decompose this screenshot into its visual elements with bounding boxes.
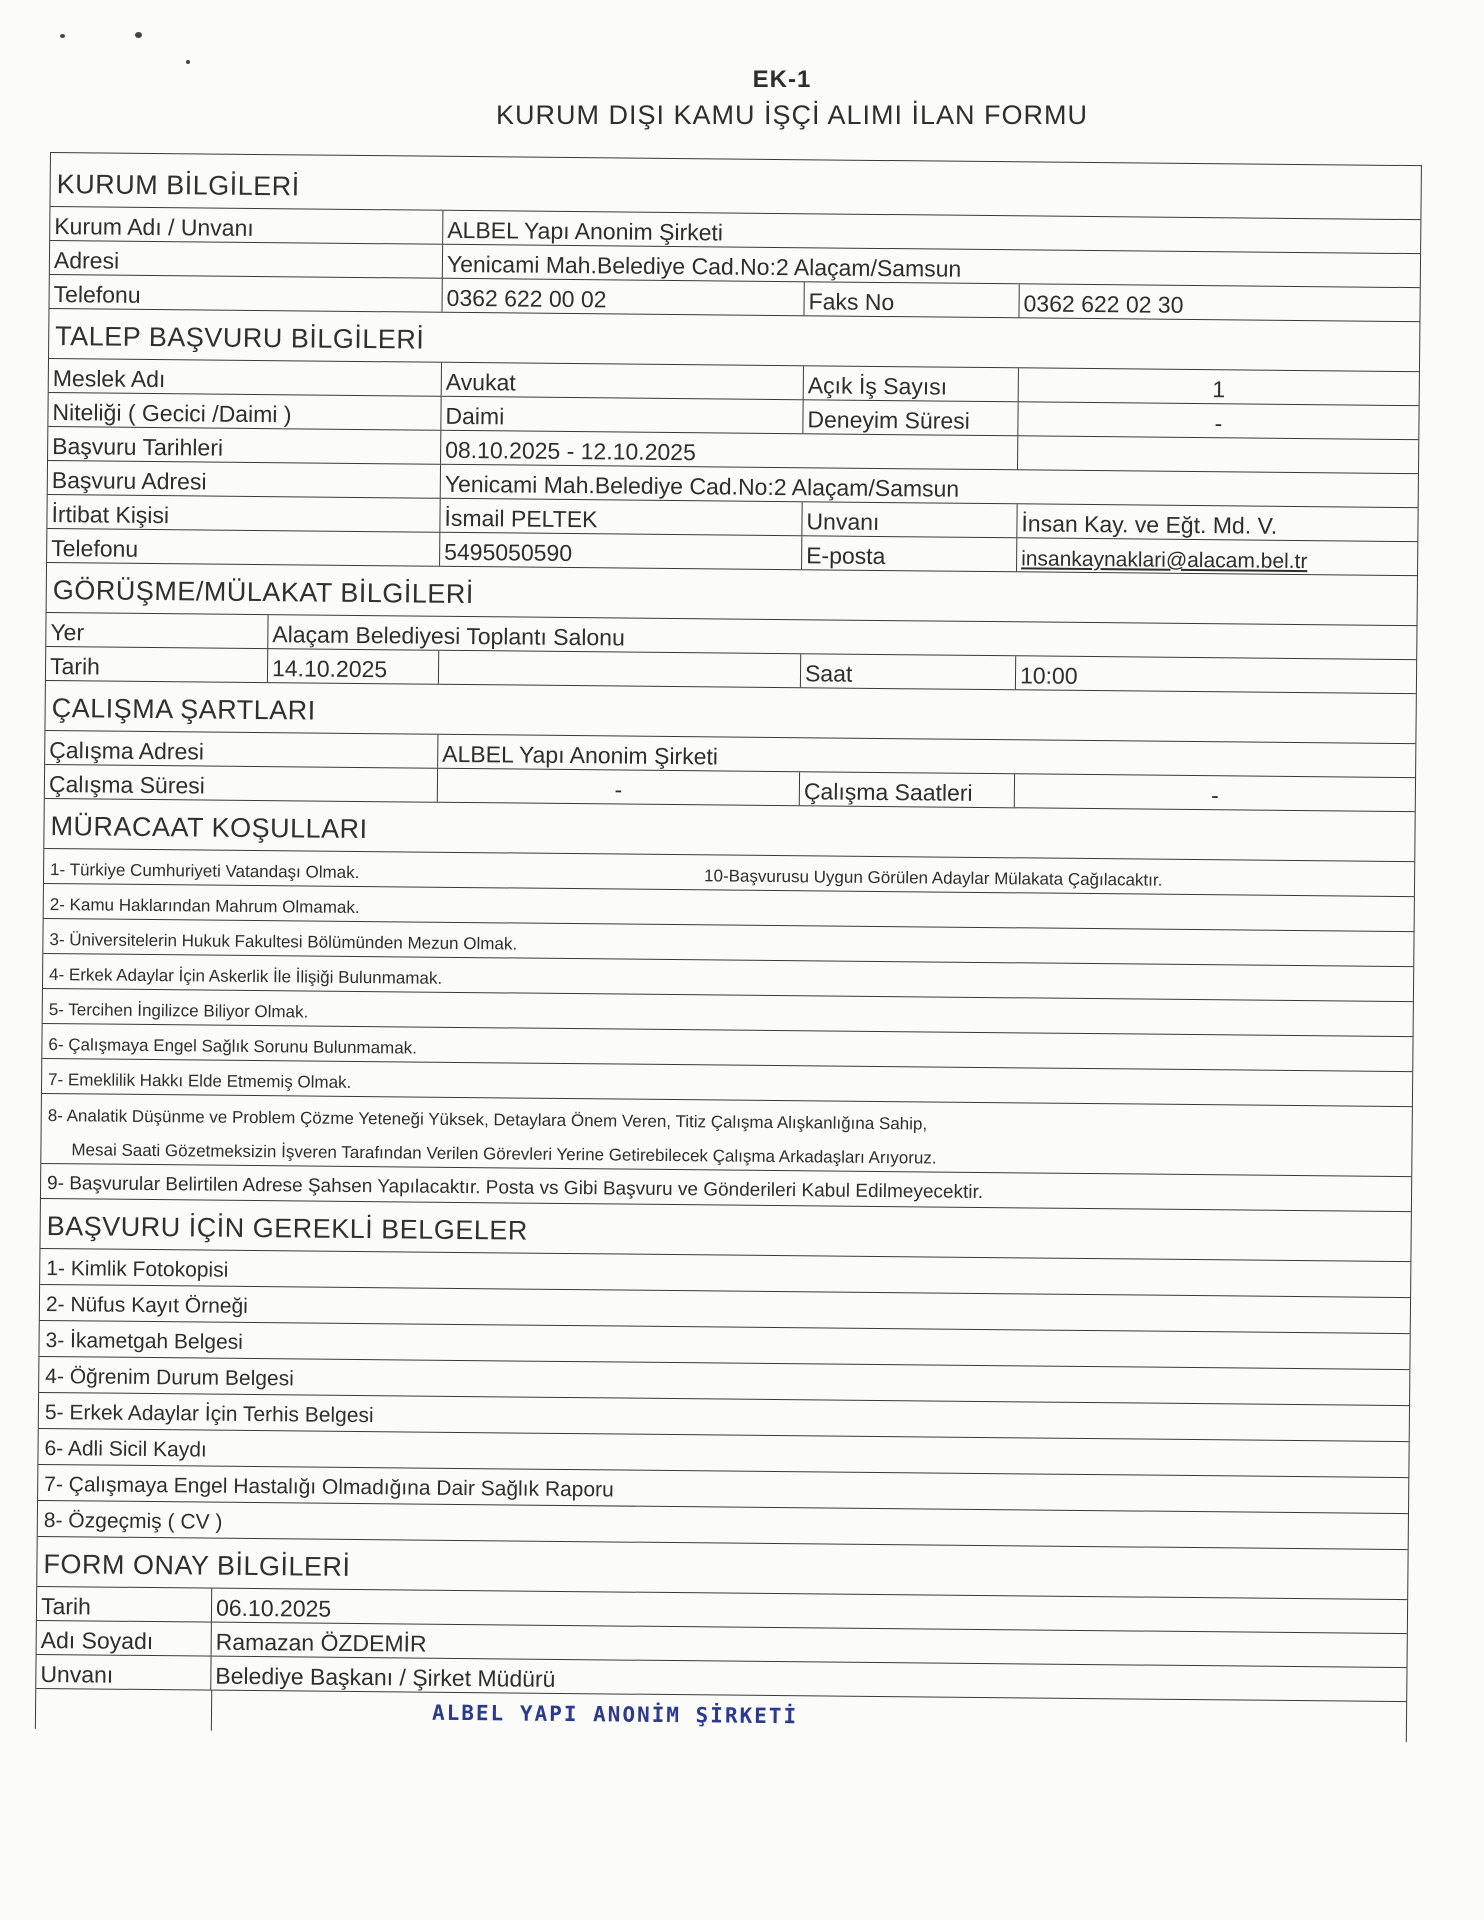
value-onay-ad: Ramazan ÖZDEMİR — [215, 1628, 427, 1657]
label: Unvanı — [36, 1655, 211, 1690]
speck — [186, 60, 190, 64]
section-kurum: KURUM BİLGİLERİ — [50, 153, 1420, 220]
document-item: 1- Kimlik Fotokopisi — [40, 1249, 1410, 1298]
document-item: 2- Nüfus Kayıt Örneği — [40, 1285, 1410, 1334]
document-item: 7- Çalışmaya Engel Hastalığı Olmadığına Dair Sağlık Raporu — [38, 1465, 1408, 1514]
annex-label: EK-1 — [752, 66, 812, 93]
section-onay: FORM ONAY BİLGİLERİ — [37, 1537, 1407, 1600]
form-table — [35, 152, 1422, 1742]
condition-item: 4- Erkek Adaylar İçin Askerlik İle İlişiği Bulunmamak. — [43, 954, 1413, 1002]
value-calisma-adres: ALBEL Yapı Anonim Şirketi — [442, 740, 719, 770]
section-talep: TALEP BAŞVURU BİLGİLERİ — [49, 309, 1419, 372]
value-mulakat-tarih: 14.10.2025 — [268, 649, 439, 684]
value-saat: 10:00 — [1019, 662, 1078, 689]
condition-item: 9- Başvurular Belirtilen Adrese Şahsen Yapılacaktır. Posta vs Gibi Başvuru ve Gönderileri Kabul Edilmeyecektir. — [41, 1164, 1411, 1212]
form-title: KURUM DIŞI KAMU İŞÇİ ALIMI İLAN FORMU — [495, 100, 1089, 130]
value-onay-tarih: 06.10.2025 — [215, 1594, 332, 1622]
value-nitelik: Daimi — [441, 397, 803, 433]
document-item: 8- Özgeçmiş ( CV ) — [38, 1501, 1408, 1550]
speck — [60, 34, 65, 38]
label: Çalışma Süresi — [45, 765, 438, 802]
condition-item: 2- Kamu Haklarından Mahrum Olmamak. — [44, 884, 1414, 932]
label: E-posta — [802, 536, 1017, 571]
condition-item: 3- Üniversitelerin Hukuk Fakultesi Bölümünden Mezun Olmak. — [43, 919, 1413, 967]
document-item: 6- Adli Sicil Kaydı — [38, 1429, 1408, 1478]
value-basvuru-tarih: 08.10.2025 - 12.10.2025 — [441, 431, 1018, 470]
label: Telefonu — [47, 529, 440, 566]
label: Tarih — [37, 1587, 212, 1622]
value-irtibat: İsmail PELTEK — [440, 499, 802, 535]
label: Tarih — [46, 647, 268, 682]
value-basvuru-adres: Yenicami Mah.Belediye Cad.No:2 Alaçam/Samsun — [444, 470, 960, 502]
form-header — [0, 66, 1484, 131]
value-acik-is: 1 — [1212, 376, 1226, 403]
value-kurum-tel: 0362 622 00 02 — [442, 279, 804, 315]
section-belgeler: BAŞVURU İÇİN GEREKLİ BELGELER — [40, 1199, 1410, 1262]
empty-cell — [439, 651, 801, 687]
condition-item: 7- Emeklilik Hakkı Elde Etmemiş Olmak. — [42, 1059, 1412, 1107]
label: Başvuru Adresi — [48, 461, 441, 498]
section-gorusme: GÖRÜŞME/MÜLAKAT BİLGİLERİ — [47, 563, 1417, 626]
label: Başvuru Tarihleri — [48, 427, 441, 464]
email-link[interactable]: insankaynaklari@alacam.bel.tr — [1021, 547, 1308, 574]
condition-item: 6- Çalışmaya Engel Sağlık Sorunu Bulunmamak. — [42, 1024, 1412, 1072]
label: Açık İş Sayısı — [804, 366, 1019, 401]
label: Yer — [46, 613, 268, 648]
value-yer: Alaçam Belediyesi Toplantı Salonu — [272, 621, 625, 651]
label: Adresi — [50, 241, 443, 278]
label: Adı Soyadı — [37, 1621, 212, 1656]
value-calisma-sure: - — [438, 769, 800, 805]
value-kurum-adi: ALBEL Yapı Anonim Şirketi — [447, 216, 724, 246]
label: Kurum Adı / Unvanı — [50, 207, 443, 244]
label: Meslek Adı — [49, 359, 442, 396]
label: Niteliği ( Gecici /Daimi ) — [48, 393, 441, 430]
label: Unvanı — [802, 502, 1017, 537]
value-meslek: Avukat — [442, 363, 804, 399]
speck — [135, 32, 142, 38]
label: Faks No — [804, 282, 1019, 317]
value-irtibat-unvan: İnsan Kay. ve Eğt. Md. V. — [1021, 510, 1278, 539]
company-stamp: ALBEL YAPI ANONİM ŞİRKETİ — [211, 1691, 1406, 1742]
document-item: 5- Erkek Adaylar İçin Terhis Belgesi — [39, 1393, 1409, 1442]
label: Çalışma Adresi — [45, 731, 438, 768]
condition-item: 5- Tercihen İngilizce Biliyor Olmak. — [43, 989, 1413, 1037]
empty-cell — [1018, 436, 1418, 473]
condition-item-10: 10-Başvurusu Uygun Görülen Adaylar Mülakata Çağılacaktır. — [703, 866, 1163, 890]
label: İrtibat Kişisi — [47, 495, 440, 532]
label: Deneyim Süresi — [803, 400, 1018, 435]
document-item: 3- İkametgah Belgesi — [39, 1321, 1409, 1370]
value-onay-unvan: Belediye Başkanı / Şirket Müdürü — [215, 1662, 556, 1692]
value-kurum-adres: Yenicami Mah.Belediye Cad.No:2 Alaçam/Samsun — [446, 250, 962, 282]
condition-item: 8- Analatik Düşünme ve Problem Çözme Yeteneği Yüksek, Detaylara Önem Veren, Titiz Çalışma Alışkanlığına Sahip, — [47, 1106, 928, 1134]
value-calisma-saatleri: - — [1210, 782, 1219, 809]
label: Çalışma Saatleri — [800, 772, 1015, 807]
label: Telefonu — [50, 275, 443, 312]
section-calisma: ÇALIŞMA ŞARTLARI — [45, 681, 1415, 744]
value-telefon: 5495050590 — [440, 533, 802, 569]
condition-item-cont: Mesai Saati Gözetmeksizin İşveren Tarafından Verilen Görevleri Yerine Getirebilecek Çalışma Arkadaşları Arıyoruz. — [41, 1129, 1411, 1177]
section-kosullar: MÜRACAAT KOŞULLARI — [44, 799, 1414, 862]
value-deneyim: - — [1214, 410, 1223, 437]
document-item: 4- Öğrenim Durum Belgesi — [39, 1357, 1409, 1406]
label: Saat — [801, 654, 1016, 689]
value-kurum-faks: 0362 622 02 30 — [1023, 290, 1184, 318]
condition-text: 1- Türkiye Cumhuriyeti Vatandaşı Olmak. — [50, 860, 360, 883]
